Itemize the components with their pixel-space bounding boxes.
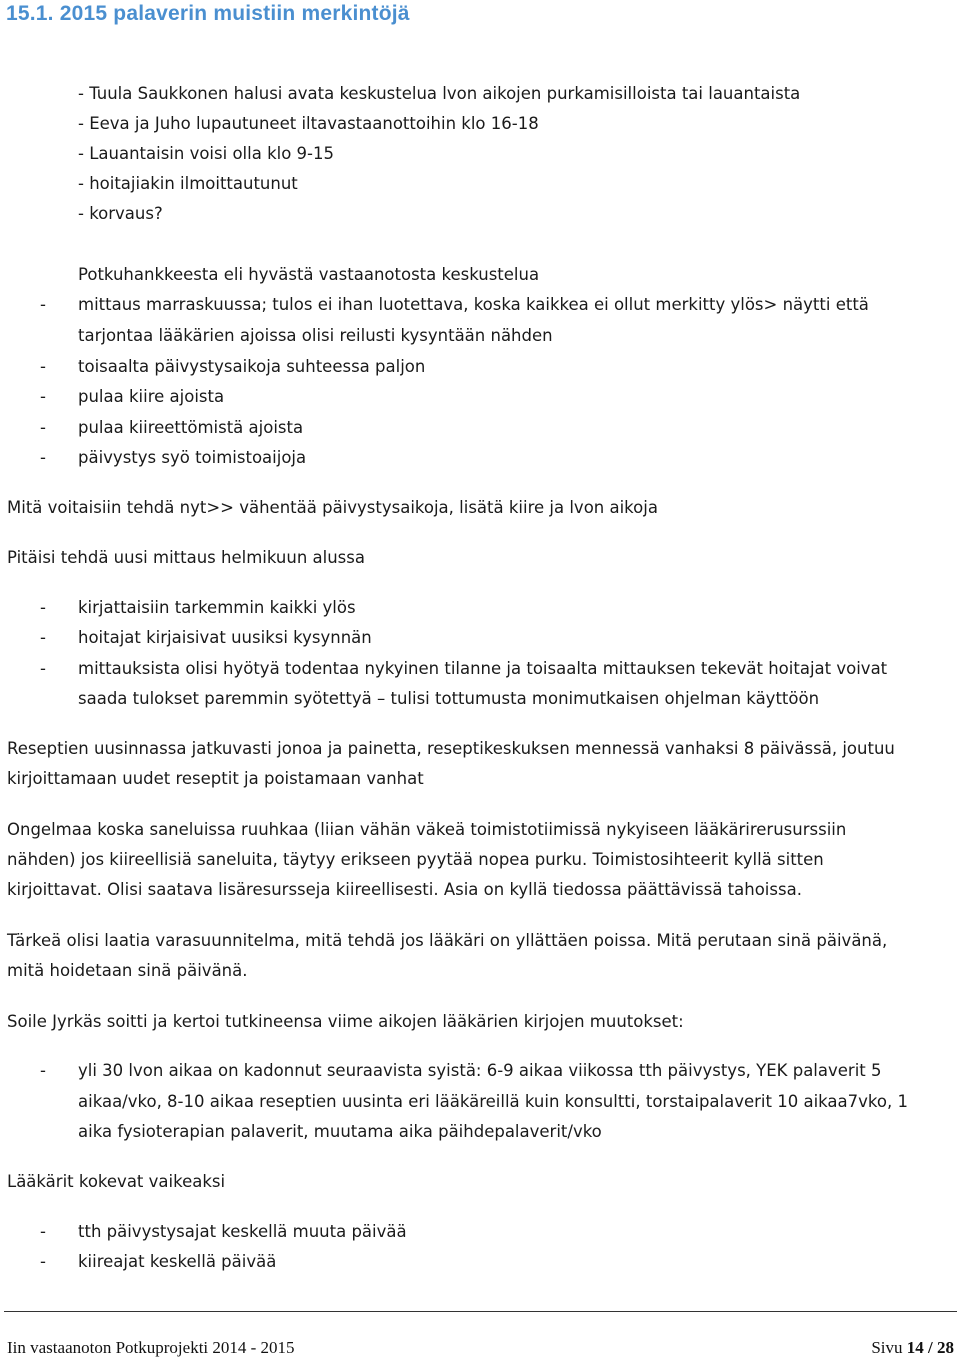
list-item-continuation: aikaa/vko, 8-10 aikaa reseptien uusinta eri lääkäreillä kuin konsultti, torstaipalaverit 10 aikaa7vko, 1 <box>78 1092 908 1111</box>
paragraph: Soile Jyrkäs soitti ja kertoi tutkineensa viime aikojen lääkärien kirjojen muutokset: <box>7 1012 684 1031</box>
paragraph: Mitä voitaisiin tehdä nyt>> vähentää päivystysaikoja, lisätä kiire ja lvon aikoja <box>7 498 658 517</box>
paragraph: kirjoittamaan uudet reseptit ja poistamaan vanhat <box>7 769 424 788</box>
note-line: - korvaus? <box>78 204 163 223</box>
list-item: toisaalta päivystysaikoja suhteessa paljon <box>78 357 426 376</box>
list-item: mittauksista olisi hyötyä todentaa nykyinen tilanne ja toisaalta mittauksen tekevät hoitajat voivat <box>78 659 888 678</box>
list-item: pulaa kiire ajoista <box>78 387 225 406</box>
paragraph: Lääkärit kokevat vaikeaksi <box>7 1172 226 1191</box>
page-number <box>871 1338 954 1358</box>
list-bullet: - <box>40 628 46 647</box>
document-heading: 15.1. 2015 palaverin muistiin merkintöjä <box>6 2 410 25</box>
paragraph: Reseptien uusinnassa jatkuvasti jonoa ja painetta, reseptikeskuksen mennessä vanhaksi 8 päivässä, joutuu <box>7 739 895 758</box>
list-bullet: - <box>40 357 46 376</box>
page-total: 28 <box>937 1338 954 1357</box>
footer-divider <box>4 1311 957 1312</box>
list-bullet: - <box>40 598 46 617</box>
paragraph: nähden) jos kiireellisiä saneluita, täytyy erikseen pyytää nopea purku. Toimistosihteerit kyllä sitten <box>7 850 824 869</box>
paragraph: mitä hoidetaan sinä päivänä. <box>7 961 248 980</box>
section-intro: Potkuhankkeesta eli hyvästä vastaanotosta keskustelua <box>78 265 540 284</box>
list-bullet: - <box>40 659 46 678</box>
list-item-continuation: tarjontaa lääkärien ajoissa olisi reilusti kysyntään nähden <box>78 326 553 345</box>
page-separator: / <box>928 1338 933 1357</box>
paragraph: Ongelmaa koska saneluissa ruuhkaa (liian vähän väkeä toimistotiimissä nykyiseen lääkärirerusurssiin <box>7 820 847 839</box>
note-line: - Lauantaisin voisi olla klo 9-15 <box>78 144 334 163</box>
list-bullet: - <box>40 448 46 467</box>
list-bullet: - <box>40 1252 46 1271</box>
page-current: 14 <box>906 1338 924 1357</box>
list-item: kirjattaisiin tarkemmin kaikki ylös <box>78 598 356 617</box>
note-line: - Tuula Saukkonen halusi avata keskustelua lvon aikojen purkamisilloista tai lauantaista <box>78 84 801 103</box>
note-line: - Eeva ja Juho lupautuneet iltavastaanottoihin klo 16-18 <box>78 114 539 133</box>
list-item: hoitajat kirjaisivat uusiksi kysynnän <box>78 628 372 647</box>
list-item-continuation: aika fysioterapian palaverit, muutama aika päihdepalaverit/vko <box>78 1122 602 1141</box>
paragraph: kirjoittavat. Olisi saatava lisäresursseja kiireellisesti. Asia on kyllä tiedossa päättävissä tahoissa. <box>7 880 802 899</box>
footer-title: Iin vastaanoton Potkuprojekti 2014 - 2015 <box>7 1338 295 1357</box>
list-bullet: - <box>40 387 46 406</box>
note-line: - hoitajiakin ilmoittautunut <box>78 174 298 193</box>
paragraph: Tärkeä olisi laatia varasuunnitelma, mitä tehdä jos lääkäri on yllättäen poissa. Mitä perutaan sinä päivänä, <box>7 931 888 950</box>
list-item: pulaa kiireettömistä ajoista <box>78 418 304 437</box>
list-item-continuation: saada tulokset paremmin syötettyä – tulisi tottumusta monimutkaisen ohjelman käyttöön <box>78 689 820 708</box>
list-item: kiireajat keskellä päivää <box>78 1252 277 1271</box>
list-item: tth päivystysajat keskellä muuta päivää <box>78 1222 407 1241</box>
paragraph: Pitäisi tehdä uusi mittaus helmikuun alussa <box>7 548 365 567</box>
list-bullet: - <box>40 1222 46 1241</box>
list-item: yli 30 lvon aikaa on kadonnut seuraavista syistä: 6-9 aikaa viikossa tth päivystys, YEK palaverit 5 <box>78 1061 882 1080</box>
list-item: mittaus marraskuussa; tulos ei ihan luotettava, koska kaikkea ei ollut merkitty ylös> näytti että <box>78 295 869 314</box>
list-item: päivystys syö toimistoaijoja <box>78 448 307 467</box>
list-bullet: - <box>40 1061 46 1080</box>
list-bullet: - <box>40 295 46 314</box>
page-label: Sivu <box>871 1338 903 1357</box>
list-bullet: - <box>40 418 46 437</box>
